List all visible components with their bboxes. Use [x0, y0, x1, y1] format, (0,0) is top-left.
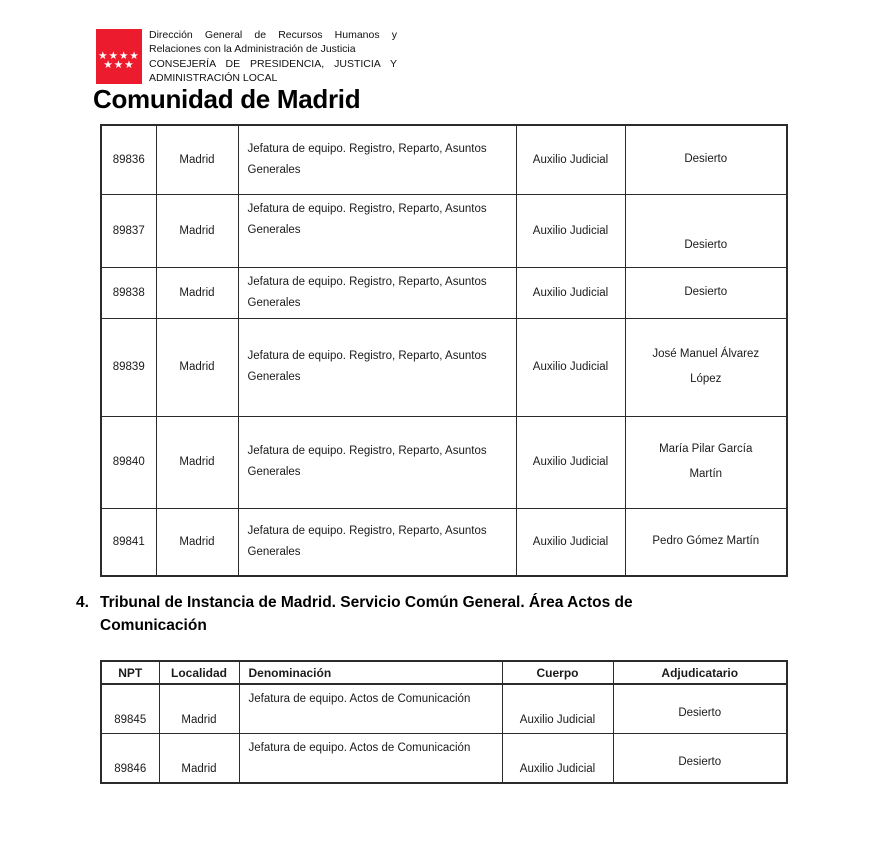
denominacion-cell: Jefatura de equipo. Actos de Comunicación [239, 733, 502, 783]
vacancies-table-actos-comunicacion [100, 660, 788, 784]
organization-text-block [149, 29, 397, 85]
denominacion-cell: Jefatura de equipo. Registro, Reparto, Asuntos Generales [238, 125, 516, 194]
document-header [96, 29, 397, 85]
localidad-cell: Madrid [156, 508, 238, 576]
cuerpo-cell: Auxilio Judicial [516, 125, 625, 194]
cuerpo-header: Cuerpo [502, 661, 613, 684]
cuerpo-cell: Auxilio Judicial [516, 508, 625, 576]
localidad-cell: Madrid [156, 318, 238, 416]
denominacion-cell: Jefatura de equipo. Actos de Comunicación [239, 684, 502, 733]
adjudicatario-cell: Desierto [625, 125, 787, 194]
npt-cell: 89845 [101, 684, 159, 733]
denominacion-cell: Jefatura de equipo. Registro, Reparto, Asuntos Generales [238, 194, 516, 267]
adjudicatario-cell: María Pilar García Martín [625, 416, 787, 508]
table-row [101, 125, 787, 194]
page-title: Comunidad de Madrid [93, 84, 361, 114]
cuerpo-cell: Auxilio Judicial [502, 733, 613, 783]
localidad-header: Localidad [159, 661, 239, 684]
npt-cell: 89841 [101, 508, 156, 576]
localidad-cell: Madrid [159, 684, 239, 733]
table-row [101, 508, 787, 576]
npt-cell: 89846 [101, 733, 159, 783]
flag-stars-row-top: ★★★★ [98, 49, 140, 62]
cuerpo-cell: Auxilio Judicial [516, 318, 625, 416]
section-title: Tribunal de Instancia de Madrid. Servicio Común General. Área Actos de Comunicación [100, 594, 633, 634]
npt-cell: 89836 [101, 125, 156, 194]
table-row [101, 684, 787, 733]
comunidad-madrid-flag-logo [96, 29, 142, 84]
org-line: Relaciones con la Administración de Justicia [149, 42, 356, 55]
localidad-cell: Madrid [159, 733, 239, 783]
org-line: Dirección General de Recursos Humanos y [149, 29, 397, 41]
cuerpo-cell: Auxilio Judicial [502, 684, 613, 733]
cuerpo-cell: Auxilio Judicial [516, 416, 625, 508]
table-row [101, 318, 787, 416]
denominacion-cell: Jefatura de equipo. Registro, Reparto, Asuntos Generales [238, 318, 516, 416]
adjudicatario-header: Adjudicatario [613, 661, 787, 684]
flag-stars-row-bottom: ★★★ [103, 58, 135, 71]
vacancies-table-continued [100, 124, 788, 577]
adjudicatario-cell: Pedro Gómez Martín [625, 508, 787, 576]
cuerpo-cell: Auxilio Judicial [516, 194, 625, 267]
localidad-cell: Madrid [156, 267, 238, 318]
org-line: CONSEJERÍA DE PRESIDENCIA, JUSTICIA Y [149, 58, 397, 70]
table-row [101, 267, 787, 318]
localidad-cell: Madrid [156, 416, 238, 508]
adjudicatario-cell: Desierto [613, 733, 787, 783]
localidad-cell: Madrid [156, 194, 238, 267]
localidad-cell: Madrid [156, 125, 238, 194]
npt-cell: 89840 [101, 416, 156, 508]
table-row [101, 194, 787, 267]
npt-cell: 89839 [101, 318, 156, 416]
table-row [101, 416, 787, 508]
denominacion-cell: Jefatura de equipo. Registro, Reparto, Asuntos Generales [238, 416, 516, 508]
npt-header: NPT [101, 661, 159, 684]
cuerpo-cell: Auxilio Judicial [516, 267, 625, 318]
npt-cell: 89837 [101, 194, 156, 267]
section-number: 4. [76, 594, 89, 611]
denominacion-cell: Jefatura de equipo. Registro, Reparto, Asuntos Generales [238, 508, 516, 576]
adjudicatario-cell: José Manuel Álvarez López [625, 318, 787, 416]
org-line: ADMINISTRACIÓN LOCAL [149, 71, 278, 84]
table-header-row [101, 661, 787, 684]
adjudicatario-cell: Desierto [613, 684, 787, 733]
npt-cell: 89838 [101, 267, 156, 318]
adjudicatario-cell: Desierto [625, 267, 787, 318]
denominacion-cell: Jefatura de equipo. Registro, Reparto, Asuntos Generales [238, 267, 516, 318]
denominacion-header: Denominación [239, 661, 502, 684]
adjudicatario-cell: Desierto [625, 194, 787, 267]
section-heading [76, 591, 720, 637]
table-row [101, 733, 787, 783]
